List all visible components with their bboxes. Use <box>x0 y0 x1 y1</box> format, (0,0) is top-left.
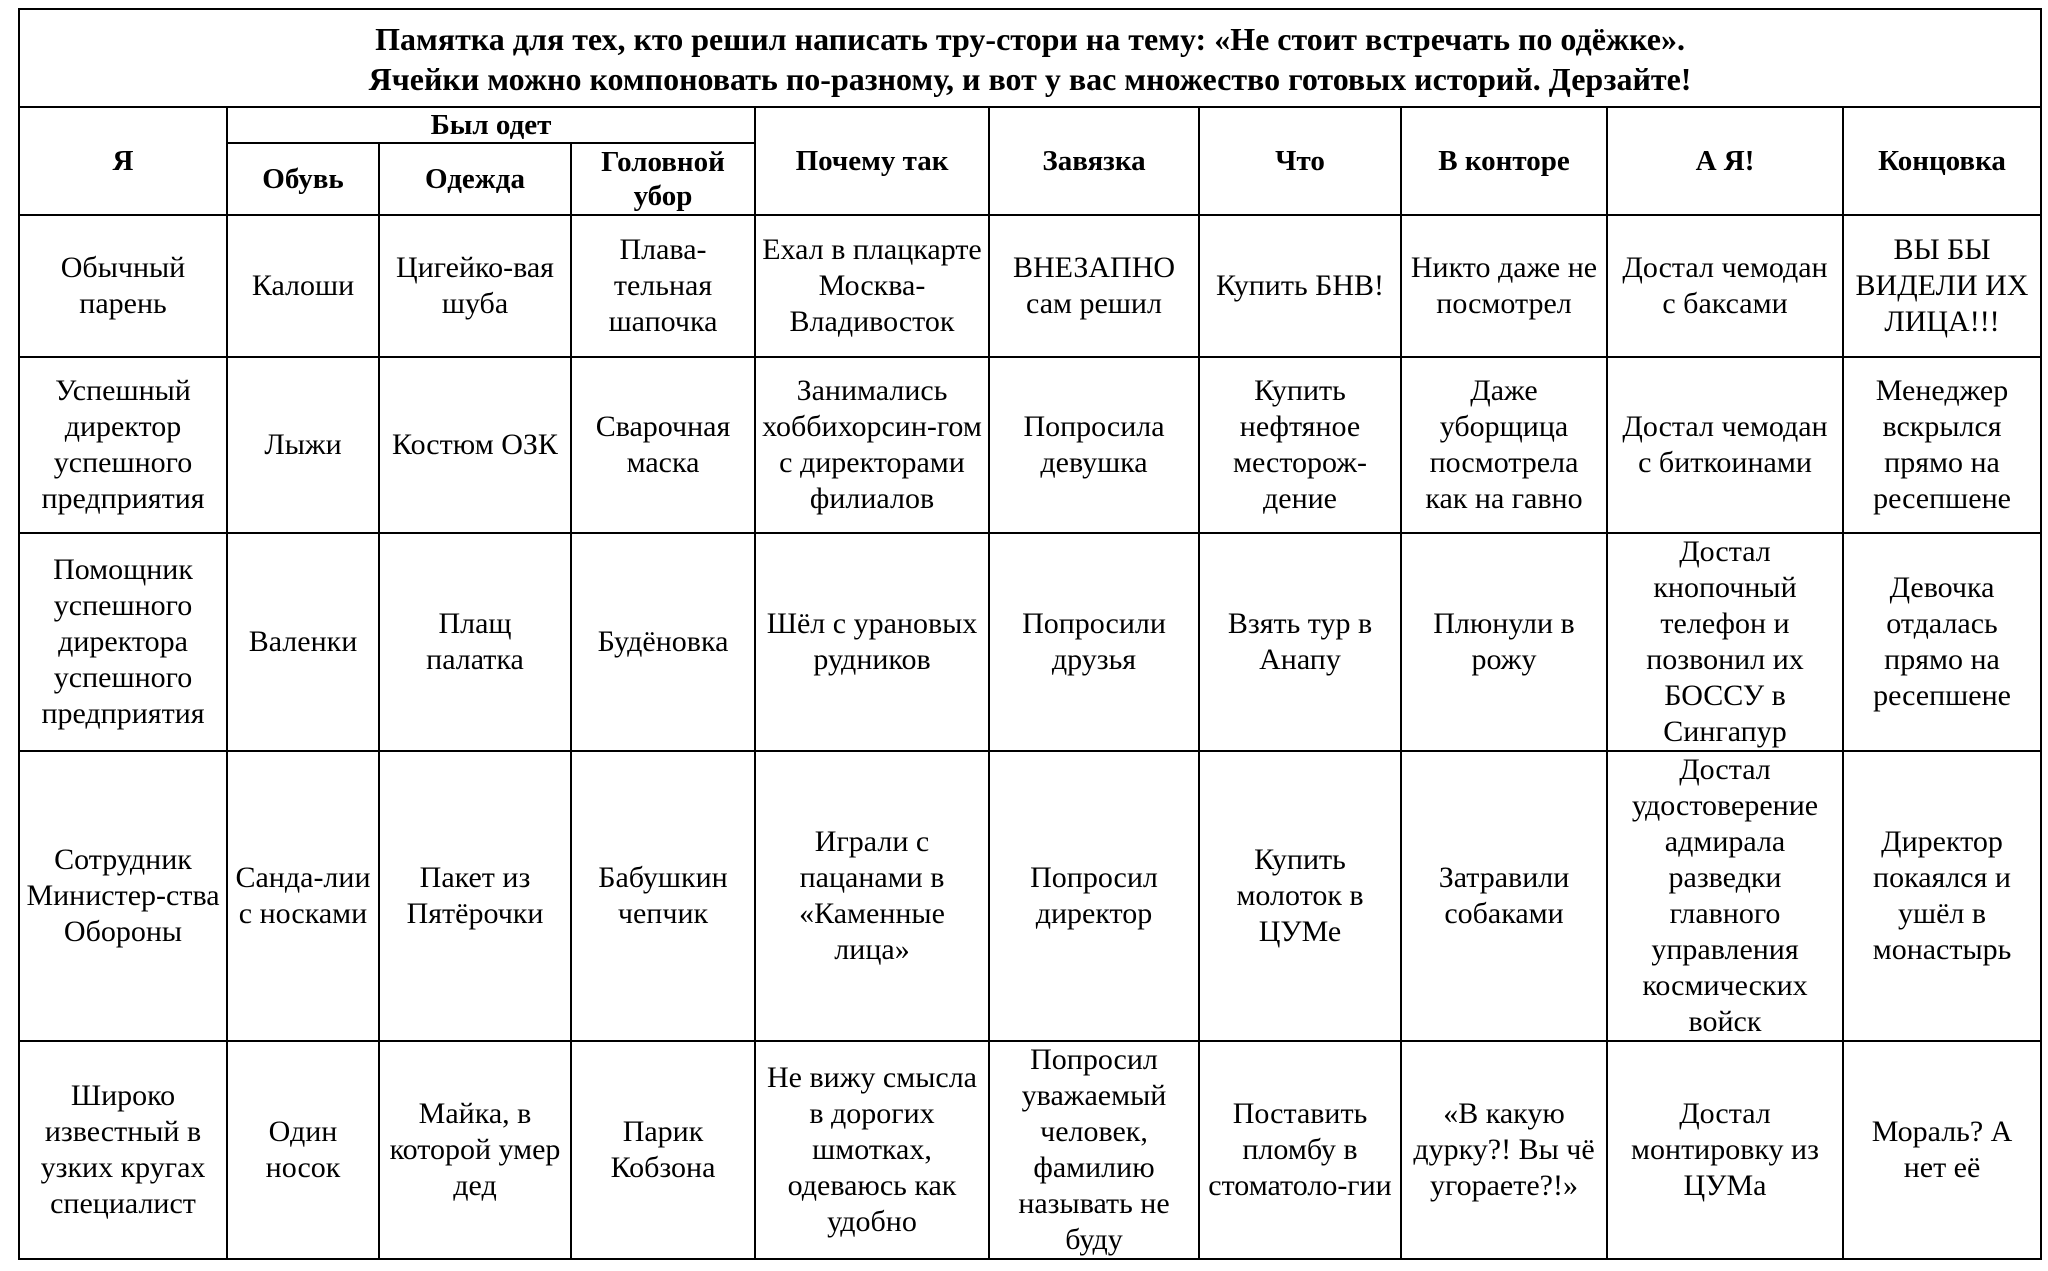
table-row <box>19 215 2041 357</box>
cell-a-ya: Достал чемодан с биткоинами <box>1607 357 1843 533</box>
cell-zavyazka: ВНЕЗАПНО сам решил <box>989 215 1199 357</box>
cell-zavyazka: Попросил уважаемый человек, фамилию называть не буду <box>989 1041 1199 1259</box>
table-row <box>19 1041 2041 1259</box>
title-row <box>19 9 2041 107</box>
cell-odezhda: Костюм ОЗК <box>379 357 571 533</box>
cell-odezhda: Плащ палатка <box>379 533 571 751</box>
cell-pochemu-tak: Ехал в плацкарте Москва-Владивосток <box>755 215 989 357</box>
cell-pochemu-tak: Играли с пацанами в «Каменные лица» <box>755 751 989 1041</box>
story-table <box>18 8 2042 1260</box>
cell-ya: Сотрудник Министер-ства Обороны <box>19 751 227 1041</box>
cell-a-ya: Достал монтировку из ЦУМа <box>1607 1041 1843 1259</box>
table-title <box>19 9 2041 107</box>
cell-golovnoy-ubor: Будёновка <box>571 533 755 751</box>
table-row <box>19 533 2041 751</box>
cell-pochemu-tak: Занимались хоббихорсин-гом с директорами филиалов <box>755 357 989 533</box>
cell-obuv: Один носок <box>227 1041 379 1259</box>
cell-chto: Взять тур в Анапу <box>1199 533 1401 751</box>
cell-golovnoy-ubor: Бабушкин чепчик <box>571 751 755 1041</box>
table-row <box>19 751 2041 1041</box>
cell-v-kontore: Затравили собаками <box>1401 751 1607 1041</box>
cell-ya: Успешный директор успешного предприятия <box>19 357 227 533</box>
cell-obuv: Калоши <box>227 215 379 357</box>
cell-odezhda: Майка, в которой умер дед <box>379 1041 571 1259</box>
title-line-2: Ячейки можно компоновать по-разному, и вот у вас множество готовых историй. Дерзайте! <box>368 61 1692 97</box>
title-line-1: Памятка для тех, кто решил написать тру-стори на тему: «Не стоит встречать по одёжке». <box>375 21 1685 57</box>
header-pochemu-tak: Почему так <box>755 107 989 215</box>
cell-pochemu-tak: Шёл с урановых рудников <box>755 533 989 751</box>
cell-golovnoy-ubor: Сварочная маска <box>571 357 755 533</box>
header-golovnoy-ubor: Головной убор <box>571 143 755 215</box>
cell-golovnoy-ubor: Плава-тельная шапочка <box>571 215 755 357</box>
cell-odezhda: Пакет из Пятёрочки <box>379 751 571 1041</box>
header-chto: Что <box>1199 107 1401 215</box>
cell-chto: Купить молоток в ЦУМе <box>1199 751 1401 1041</box>
cell-kontsovka: Девочка отдалась прямо на ресепшене <box>1843 533 2041 751</box>
header-zavyazka: Завязка <box>989 107 1199 215</box>
cell-chto: Купить БНВ! <box>1199 215 1401 357</box>
cell-ya: Помощник успешного директора успешного предприятия <box>19 533 227 751</box>
header-row-top <box>19 107 2041 143</box>
cell-a-ya: Достал удостоверение адмирала разведки главного управления космических войск <box>1607 751 1843 1041</box>
header-obuv: Обувь <box>227 143 379 215</box>
cell-ya: Обычный парень <box>19 215 227 357</box>
cell-zavyazka: Попросили друзья <box>989 533 1199 751</box>
header-odezhda: Одежда <box>379 143 571 215</box>
header-byl-odet: Был одет <box>227 107 755 143</box>
cell-kontsovka: Директор покаялся и ушёл в монастырь <box>1843 751 2041 1041</box>
cell-chto: Купить нефтяное месторож-дение <box>1199 357 1401 533</box>
cell-odezhda: Цигейко-вая шуба <box>379 215 571 357</box>
cell-kontsovka: ВЫ БЫ ВИДЕЛИ ИХ ЛИЦА!!! <box>1843 215 2041 357</box>
cell-zavyazka: Попросил директор <box>989 751 1199 1041</box>
cell-chto: Поставить пломбу в стоматоло-гии <box>1199 1041 1401 1259</box>
cell-ya: Широко известный в узких кругах специалист <box>19 1041 227 1259</box>
header-ya: Я <box>19 107 227 215</box>
cell-v-kontore: Никто даже не посмотрел <box>1401 215 1607 357</box>
table-row <box>19 357 2041 533</box>
header-v-kontore: В конторе <box>1401 107 1607 215</box>
cell-kontsovka: Менеджер вскрылся прямо на ресепшене <box>1843 357 2041 533</box>
cell-v-kontore: «В какую дурку?! Вы чё угораете?!» <box>1401 1041 1607 1259</box>
header-a-ya: А Я! <box>1607 107 1843 215</box>
cell-obuv: Валенки <box>227 533 379 751</box>
cell-golovnoy-ubor: Парик Кобзона <box>571 1041 755 1259</box>
header-kontsovka: Концовка <box>1843 107 2041 215</box>
cell-kontsovka: Мораль? А нет её <box>1843 1041 2041 1259</box>
cell-a-ya: Достал чемодан с баксами <box>1607 215 1843 357</box>
cell-pochemu-tak: Не вижу смысла в дорогих шмотках, одеваюсь как удобно <box>755 1041 989 1259</box>
cell-obuv: Санда-лии с носками <box>227 751 379 1041</box>
cell-zavyazka: Попросила девушка <box>989 357 1199 533</box>
story-table-sheet <box>18 8 2040 1260</box>
cell-v-kontore: Плюнули в рожу <box>1401 533 1607 751</box>
cell-a-ya: Достал кнопочный телефон и позвонил их БОССУ в Сингапур <box>1607 533 1843 751</box>
cell-v-kontore: Даже уборщица посмотрела как на гавно <box>1401 357 1607 533</box>
cell-obuv: Лыжи <box>227 357 379 533</box>
